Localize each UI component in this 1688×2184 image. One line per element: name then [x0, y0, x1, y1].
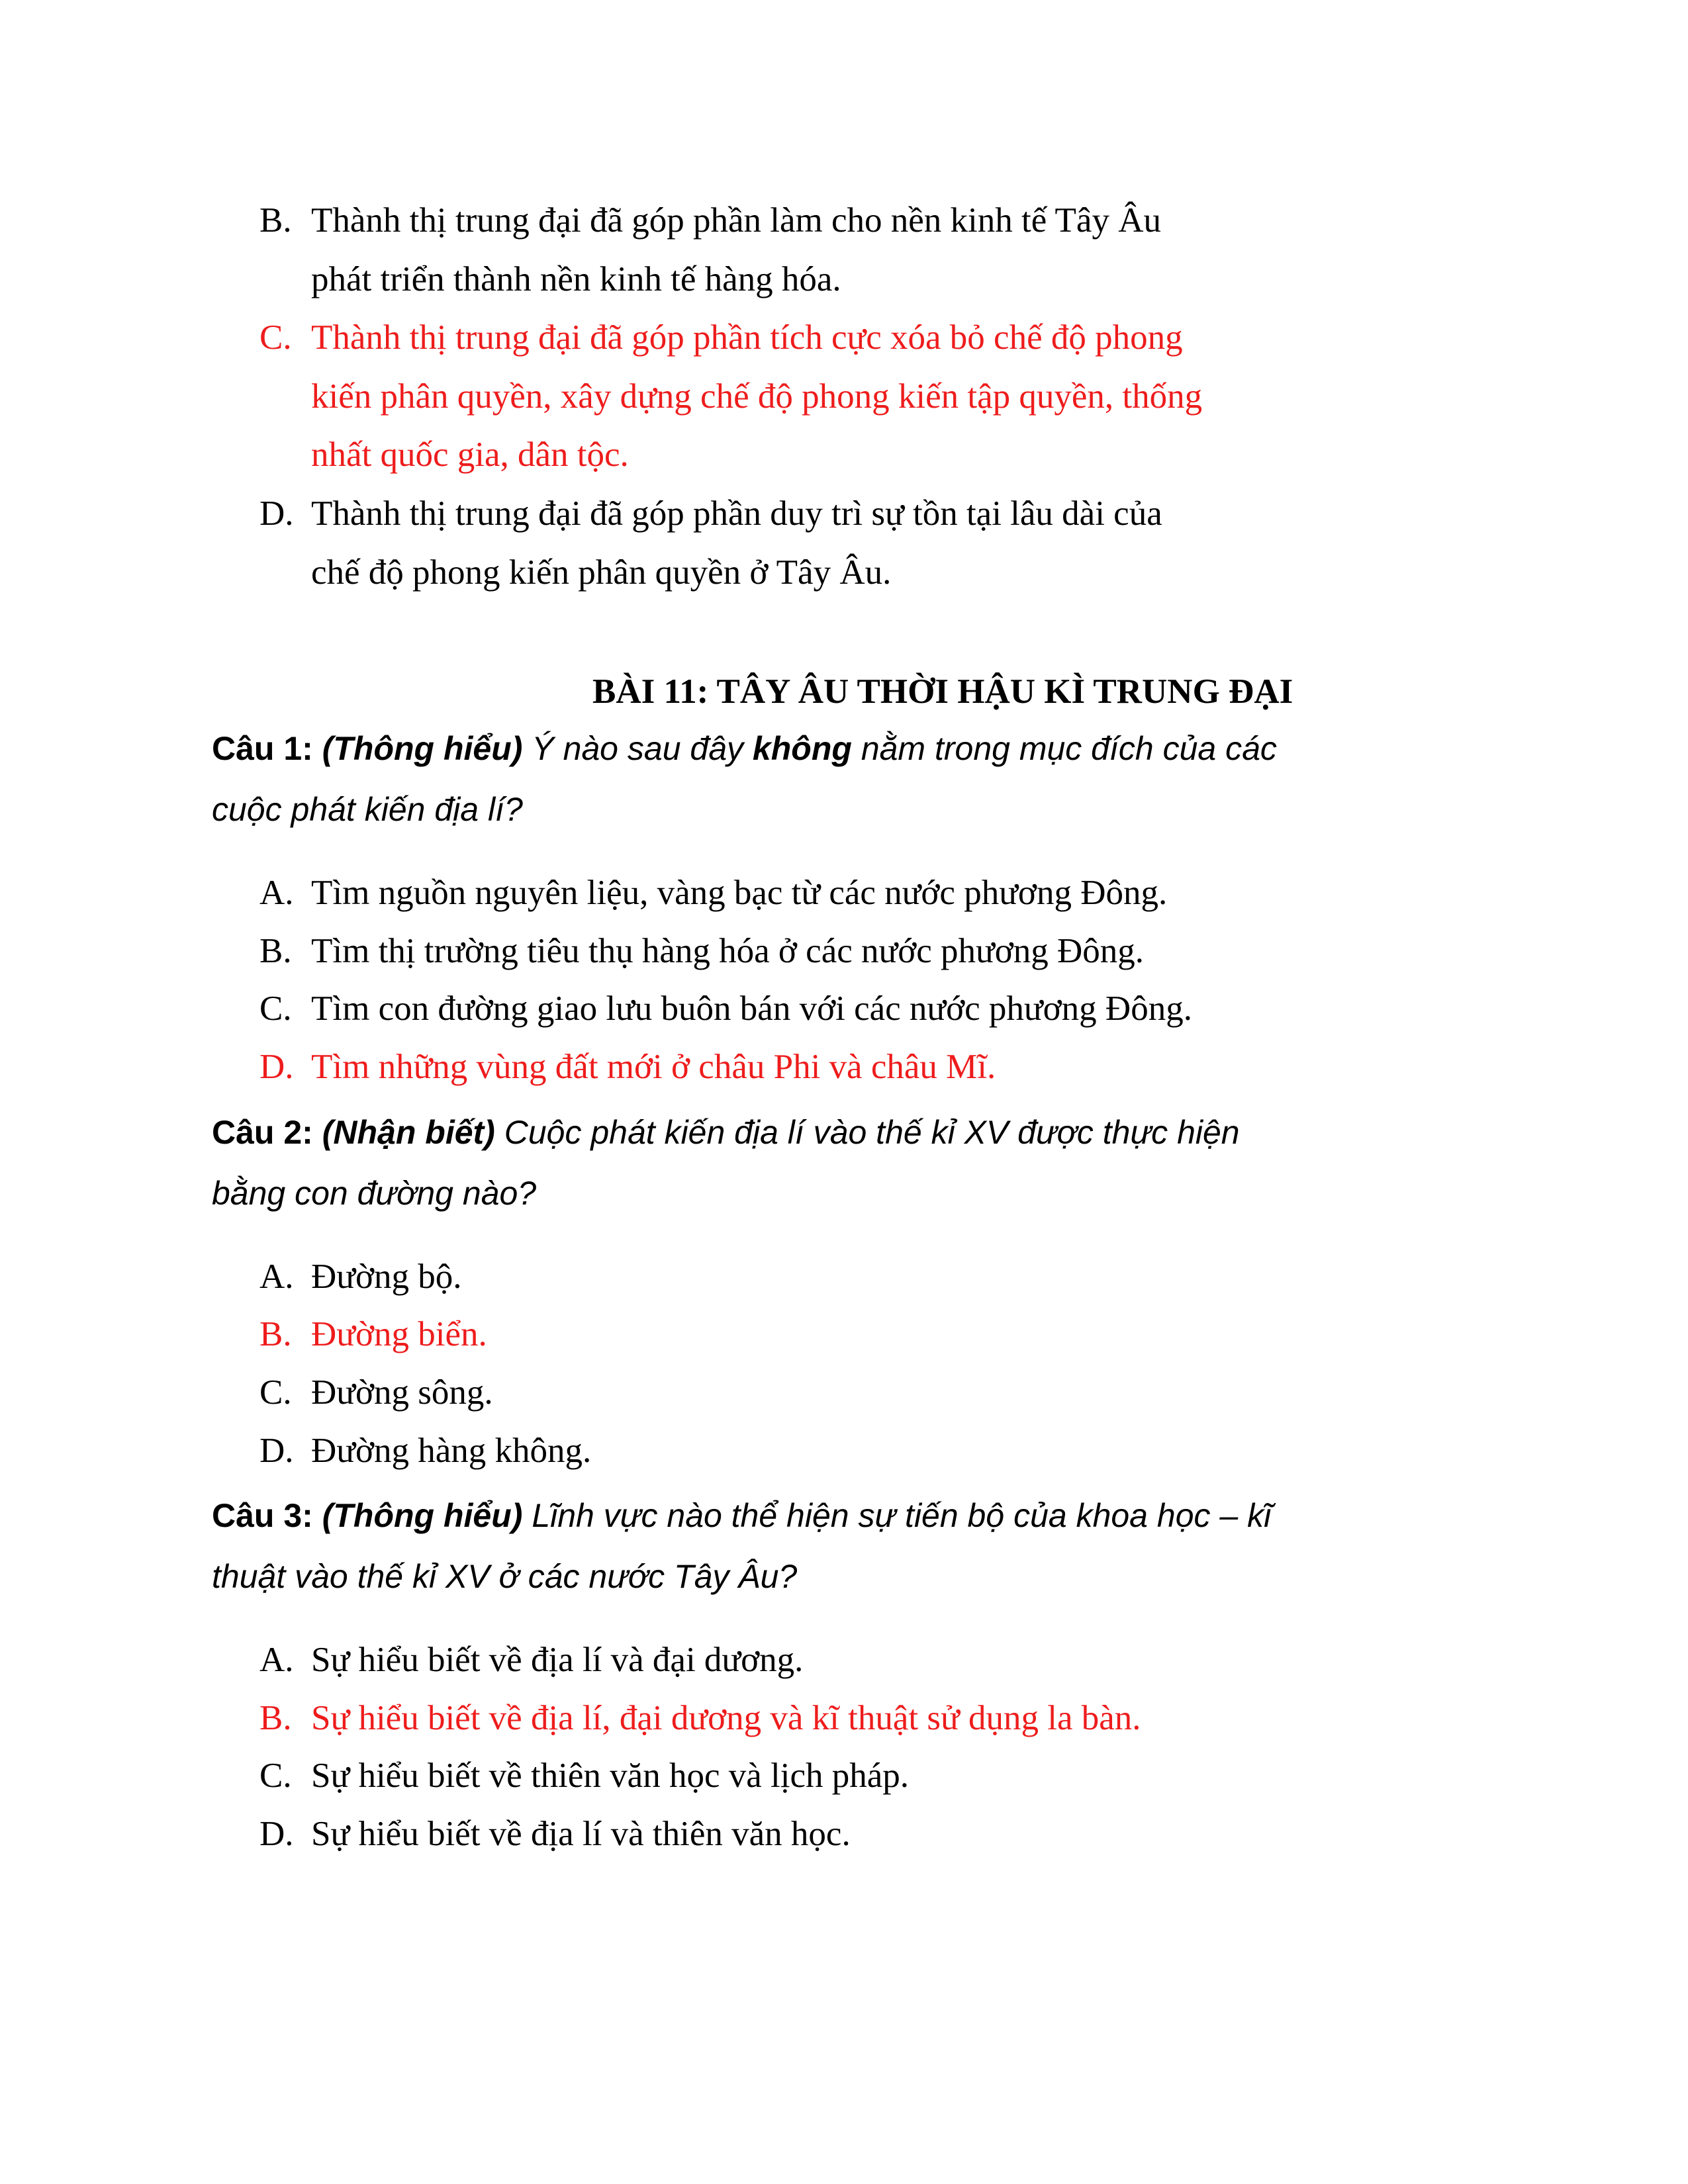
option-text: Đường hàng không.	[311, 1432, 592, 1470]
option-letter: C.	[259, 318, 292, 357]
question-label: Câu 2	[212, 1114, 303, 1151]
option-letter: A.	[259, 874, 294, 912]
question-1-line-1: Câu 1: (Thông hiểu) Ý nào sau đây không nằm trong mục đích của các	[212, 730, 1277, 767]
question-label: Câu 1	[212, 730, 303, 767]
question-1-line-2: cuộc phát kiến địa lí?	[212, 791, 523, 828]
option-letter: A.	[259, 1257, 294, 1296]
option-text: Sự hiểu biết về thiên văn học và lịch pháp.	[311, 1756, 909, 1795]
question-level: (Thông hiểu)	[322, 1497, 523, 1534]
option-letter: D.	[259, 494, 294, 533]
option-text: Tìm con đường giao lưu buôn bán với các nước phương Đông.	[311, 989, 1192, 1028]
question-level: (Thông hiểu)	[322, 730, 523, 767]
option-letter: D.	[259, 1048, 294, 1086]
question-2-line-2: bằng con đường nào?	[212, 1175, 537, 1212]
option-text: Sự hiểu biết về địa lí và đại dương.	[311, 1641, 804, 1679]
option-letter: B.	[259, 201, 292, 240]
option-text: Thành thị trung đại đã góp phần làm cho nền kinh tế Tây Âu	[311, 201, 1161, 240]
option-text: Thành thị trung đại đã góp phần tích cực xóa bỏ chế độ phong	[311, 318, 1183, 357]
question-3-line-2: thuật vào thế kỉ XV ở các nước Tây Âu?	[212, 1558, 798, 1595]
option-text: nhất quốc gia, dân tộc.	[311, 435, 629, 474]
option-text: chế độ phong kiến phân quyền ở Tây Âu.	[311, 553, 892, 592]
option-text: Sự hiểu biết về địa lí và thiên văn học.	[311, 1815, 851, 1853]
option-text: Sự hiểu biết về địa lí, đại dương và kĩ thuật sử dụng la bàn.	[311, 1699, 1141, 1737]
option-letter: D.	[259, 1432, 294, 1470]
option-text: Tìm nguồn nguyên liệu, vàng bạc từ các nước phương Đông.	[311, 874, 1168, 912]
option-letter: B.	[259, 1699, 292, 1737]
option-letter: C.	[259, 1756, 292, 1795]
option-text: kiến phân quyền, xây dựng chế độ phong kiến tập quyền, thống	[311, 377, 1203, 416]
option-text: Thành thị trung đại đã góp phần duy trì sự tồn tại lâu dài của	[311, 494, 1162, 533]
option-text: Đường bộ.	[311, 1257, 462, 1296]
option-text: phát triển thành nền kinh tế hàng hóa.	[311, 260, 841, 298]
option-letter: D.	[259, 1815, 294, 1853]
option-letter: B.	[259, 1315, 292, 1353]
option-text: Đường sông.	[311, 1373, 493, 1412]
question-2-line-1: Câu 2: (Nhận biết) Cuộc phát kiến địa lí vào thế kỉ XV được thực hiện	[212, 1114, 1240, 1151]
question-level: (Nhận biết)	[322, 1114, 495, 1151]
option-text: Tìm những vùng đất mới ở châu Phi và châu Mĩ.	[311, 1048, 996, 1086]
question-label: Câu 3	[212, 1497, 303, 1534]
option-letter: A.	[259, 1641, 294, 1679]
question-3-line-1: Câu 3: (Thông hiểu) Lĩnh vực nào thể hiện sự tiến bộ của khoa học – kĩ	[212, 1497, 1272, 1534]
section-title: BÀI 11: TÂY ÂU THỜI HẬU KÌ TRUNG ĐẠI	[592, 672, 1293, 711]
option-text: Tìm thị trường tiêu thụ hàng hóa ở các nước phương Đông.	[311, 932, 1145, 970]
option-letter: C.	[259, 1373, 292, 1412]
option-letter: B.	[259, 932, 292, 970]
option-text: Đường biển.	[311, 1315, 487, 1353]
option-letter: C.	[259, 989, 292, 1028]
